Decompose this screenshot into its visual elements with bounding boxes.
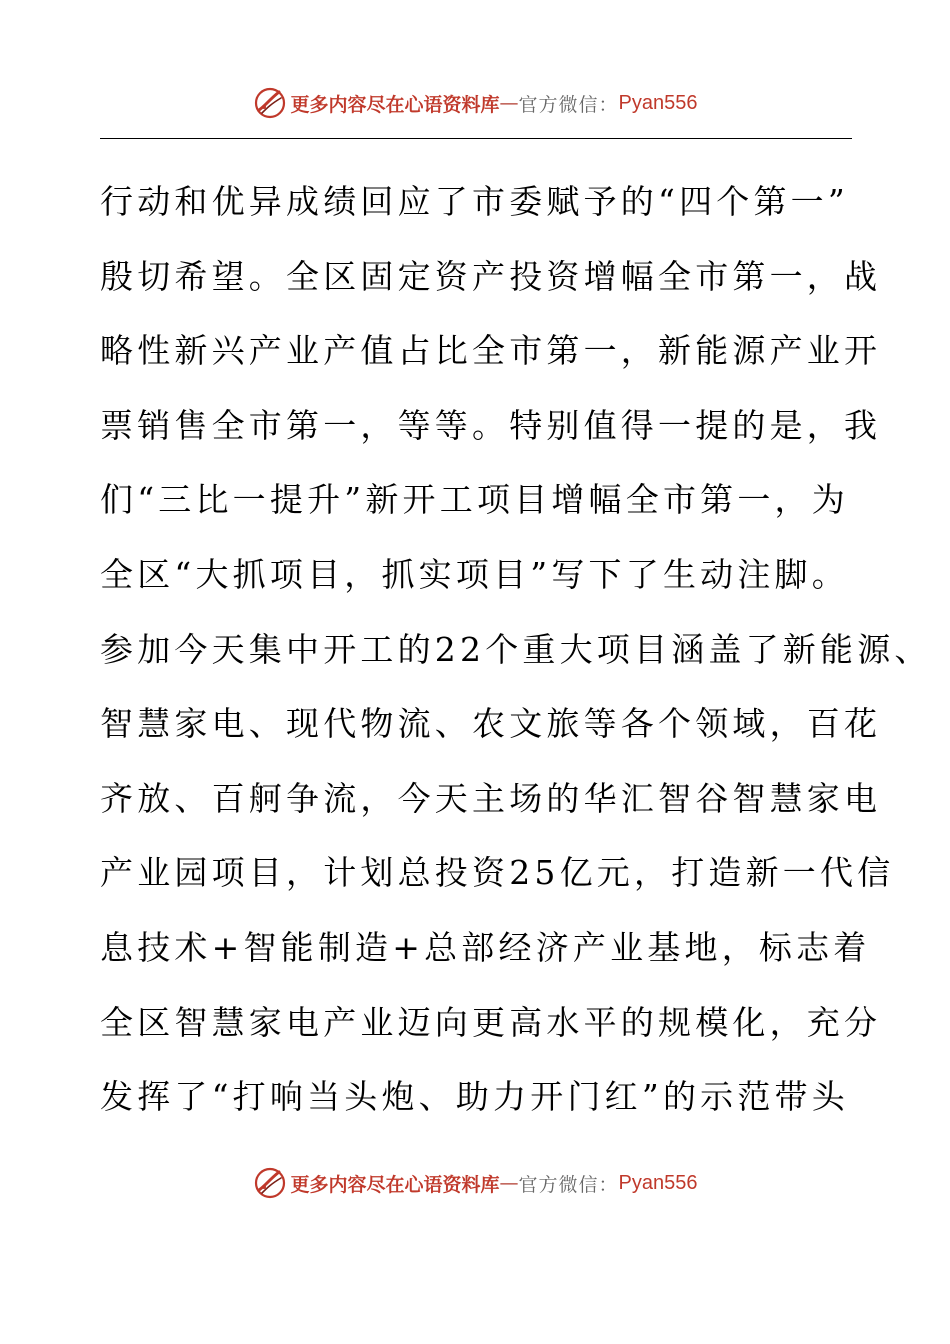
footer-banner (0, 1163, 950, 1203)
body-line: 产业园项目，计划总投资25亿元，打造新一代信 (100, 853, 895, 893)
body-line: 发挥了“打响当头炮、助力开门红”的示范带头 (100, 1077, 849, 1117)
pen-logo-icon (253, 1166, 287, 1200)
pen-logo-icon (253, 86, 287, 120)
document-body (100, 165, 932, 1135)
header-wechat-label: 官方微信： (518, 93, 619, 116)
header-wechat-id: Pyan556 (618, 91, 698, 114)
footer-wechat-id: Pyan556 (618, 1171, 698, 1194)
header-banner (0, 83, 950, 123)
body-line: 齐放、百舸争流，今天主场的华汇智谷智慧家电 (100, 778, 882, 818)
body-line: 殷切希望。全区固定资产投资增幅全市第一，战 (100, 256, 882, 296)
footer-wechat-label: 官方微信： (518, 1173, 619, 1196)
body-line: 参加今天集中开工的22个重大项目涵盖了新能源、 (100, 629, 932, 669)
body-line: 们“三比一提升”新开工项目增幅全市第一，为 (100, 480, 849, 520)
header-brand: 更多内容尽在心语资料库 (290, 93, 500, 116)
footer-banner-text (291, 1170, 698, 1197)
header-dash: — (499, 92, 519, 114)
body-line: 行动和优异成绩回应了市委赋予的“四个第一” (100, 182, 849, 221)
header-divider (100, 138, 852, 139)
body-line: 全区“大抓项目，抓实项目”写下了生动注脚。 (100, 554, 849, 594)
header-banner-text (291, 90, 698, 117)
body-line: 智慧家电、现代物流、农文旅等各个领域，百花 (100, 704, 882, 744)
footer-brand: 更多内容尽在心语资料库 (290, 1173, 500, 1196)
body-line: 全区智慧家电产业迈向更高水平的规模化，充分 (100, 1002, 882, 1042)
body-line: 略性新兴产业产值占比全市第一，新能源产业开 (100, 331, 882, 371)
body-line: 息技术+智能制造+总部经济产业基地，标志着 (100, 927, 871, 967)
footer-dash: — (499, 1172, 519, 1194)
body-line: 票销售全市第一，等等。特别值得一提的是，我 (100, 405, 882, 445)
